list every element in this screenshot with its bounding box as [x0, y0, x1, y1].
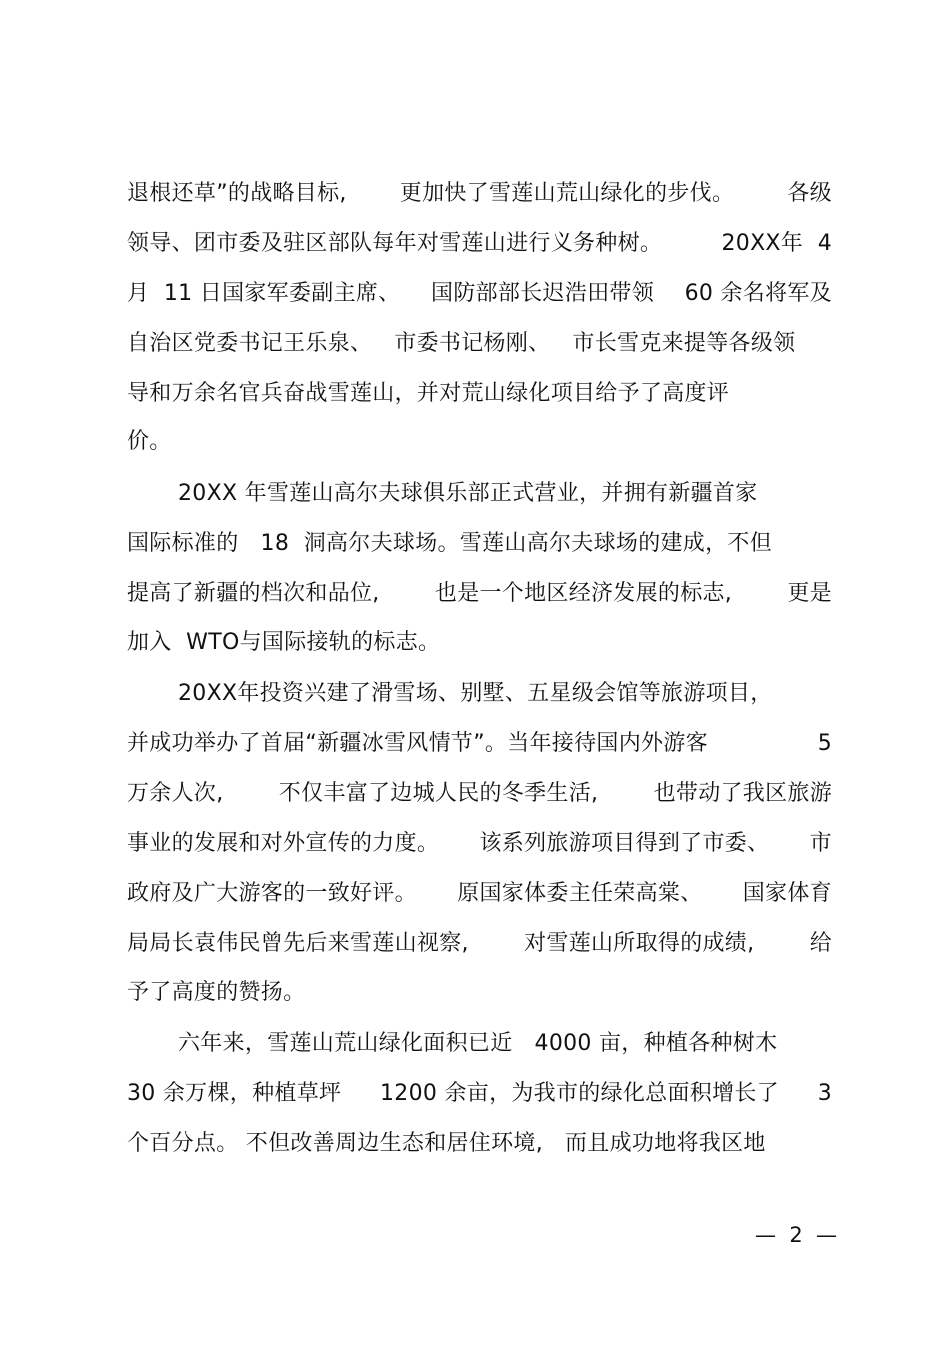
text-segment: 更加快了雪莲山荒山绿化的步伐。 — [399, 181, 735, 206]
text-segment: 4000 亩，种植各种树木 — [534, 1031, 778, 1056]
text-segment: 5 — [817, 731, 832, 756]
text-line — [127, 827, 832, 861]
text-line — [178, 477, 832, 511]
text-line — [127, 626, 832, 660]
text-segment: 市委书记杨刚、 — [394, 331, 551, 356]
text-segment: 价。 — [127, 429, 172, 454]
text-segment: 市长雪克来提等各级领 — [572, 331, 796, 356]
text-segment: 3 — [817, 1081, 832, 1106]
text-segment: 也带动了我区旅游 — [653, 781, 832, 806]
text-segment: 给 — [809, 931, 832, 956]
text-segment: 原国家体委主任荣高棠、 — [457, 881, 703, 906]
text-segment: 事业的发展和对外宣传的力度。 — [127, 831, 440, 856]
text-segment: 各级 — [787, 181, 832, 206]
text-segment: 也是一个地区经济发展的标志, — [434, 581, 733, 606]
text-segment: 局局长袁伟民曾先后来雪莲山视察, — [127, 931, 469, 956]
text-segment: 万余人次, — [127, 781, 224, 806]
text-segment: 予了高度的赞扬。 — [127, 980, 306, 1005]
page-number: — 2 — — [755, 1223, 838, 1247]
text-segment: 市 — [809, 831, 832, 856]
text-segment: 不仅丰富了边城人民的冬季生活, — [278, 781, 599, 806]
text-line — [127, 877, 832, 911]
text-segment: 20XX年 4 — [721, 231, 832, 256]
text-line — [127, 727, 832, 761]
text-segment: 20XX 年雪莲山高尔夫球俱乐部正式营业，并拥有新疆首家 — [178, 481, 758, 506]
text-line — [127, 1077, 832, 1111]
text-segment: 加入 WTO与国际接轨的标志。 — [127, 630, 441, 655]
text-segment: 自治区党委书记王乐泉、 — [127, 331, 373, 356]
text-segment: 更是 — [787, 581, 832, 606]
text-line — [127, 1127, 832, 1161]
text-segment: 月 11 日国家军委副主席、 — [127, 281, 401, 306]
text-segment: 60 余名将军及 — [684, 281, 832, 306]
text-line — [127, 425, 832, 459]
text-segment: 18 洞高尔夫球场。雪莲山高尔夫球场的建成，不但 — [260, 531, 772, 556]
text-segment: 个百分点。 不但改善周边生态和居住环境, — [127, 1131, 543, 1156]
text-segment: 该系列旅游项目得到了市委、 — [479, 831, 770, 856]
text-line — [178, 1027, 832, 1061]
text-segment: 领导、团市委及驻区部队每年对雪莲山进行义务种树。 — [127, 231, 663, 256]
text-line — [127, 577, 832, 611]
text-segment: 对雪莲山所取得的成绩, — [524, 931, 755, 956]
text-segment: 退根还草”的战略目标, — [127, 181, 347, 206]
text-line — [127, 377, 832, 411]
text-segment: 而且成功地将我区地 — [565, 1131, 766, 1156]
text-segment: 导和万余名官兵奋战雪莲山，并对荒山绿化项目给予了高度评 — [127, 381, 730, 406]
text-line — [127, 976, 832, 1010]
text-line — [127, 777, 832, 811]
text-line — [127, 327, 832, 361]
text-line — [127, 927, 832, 961]
text-segment: 30 余万棵，种植草坪 — [127, 1081, 342, 1106]
text-line — [127, 177, 832, 211]
text-line — [178, 677, 832, 711]
text-segment: 六年来，雪莲山荒山绿化面积已近 — [178, 1031, 513, 1056]
text-segment: 国防部部长迟浩田带领 — [431, 281, 655, 306]
text-segment: 提高了新疆的档次和品位, — [127, 581, 380, 606]
text-segment: 并成功举办了首届“新疆冰雪风情节”。当年接待国内外游客 — [127, 731, 708, 756]
text-segment: 政府及广大游客的一致好评。 — [127, 881, 417, 906]
text-segment: 20XX年投资兴建了滑雪场、别墅、五星级会馆等旅游项目， — [178, 681, 773, 706]
text-segment: 国家体育 — [742, 881, 832, 906]
text-line — [127, 277, 832, 311]
text-segment: 国际标准的 — [127, 531, 239, 556]
text-line — [127, 527, 832, 561]
text-line — [127, 227, 832, 261]
text-segment: 1200 余亩，为我市的绿化总面积增长了 — [380, 1081, 779, 1106]
